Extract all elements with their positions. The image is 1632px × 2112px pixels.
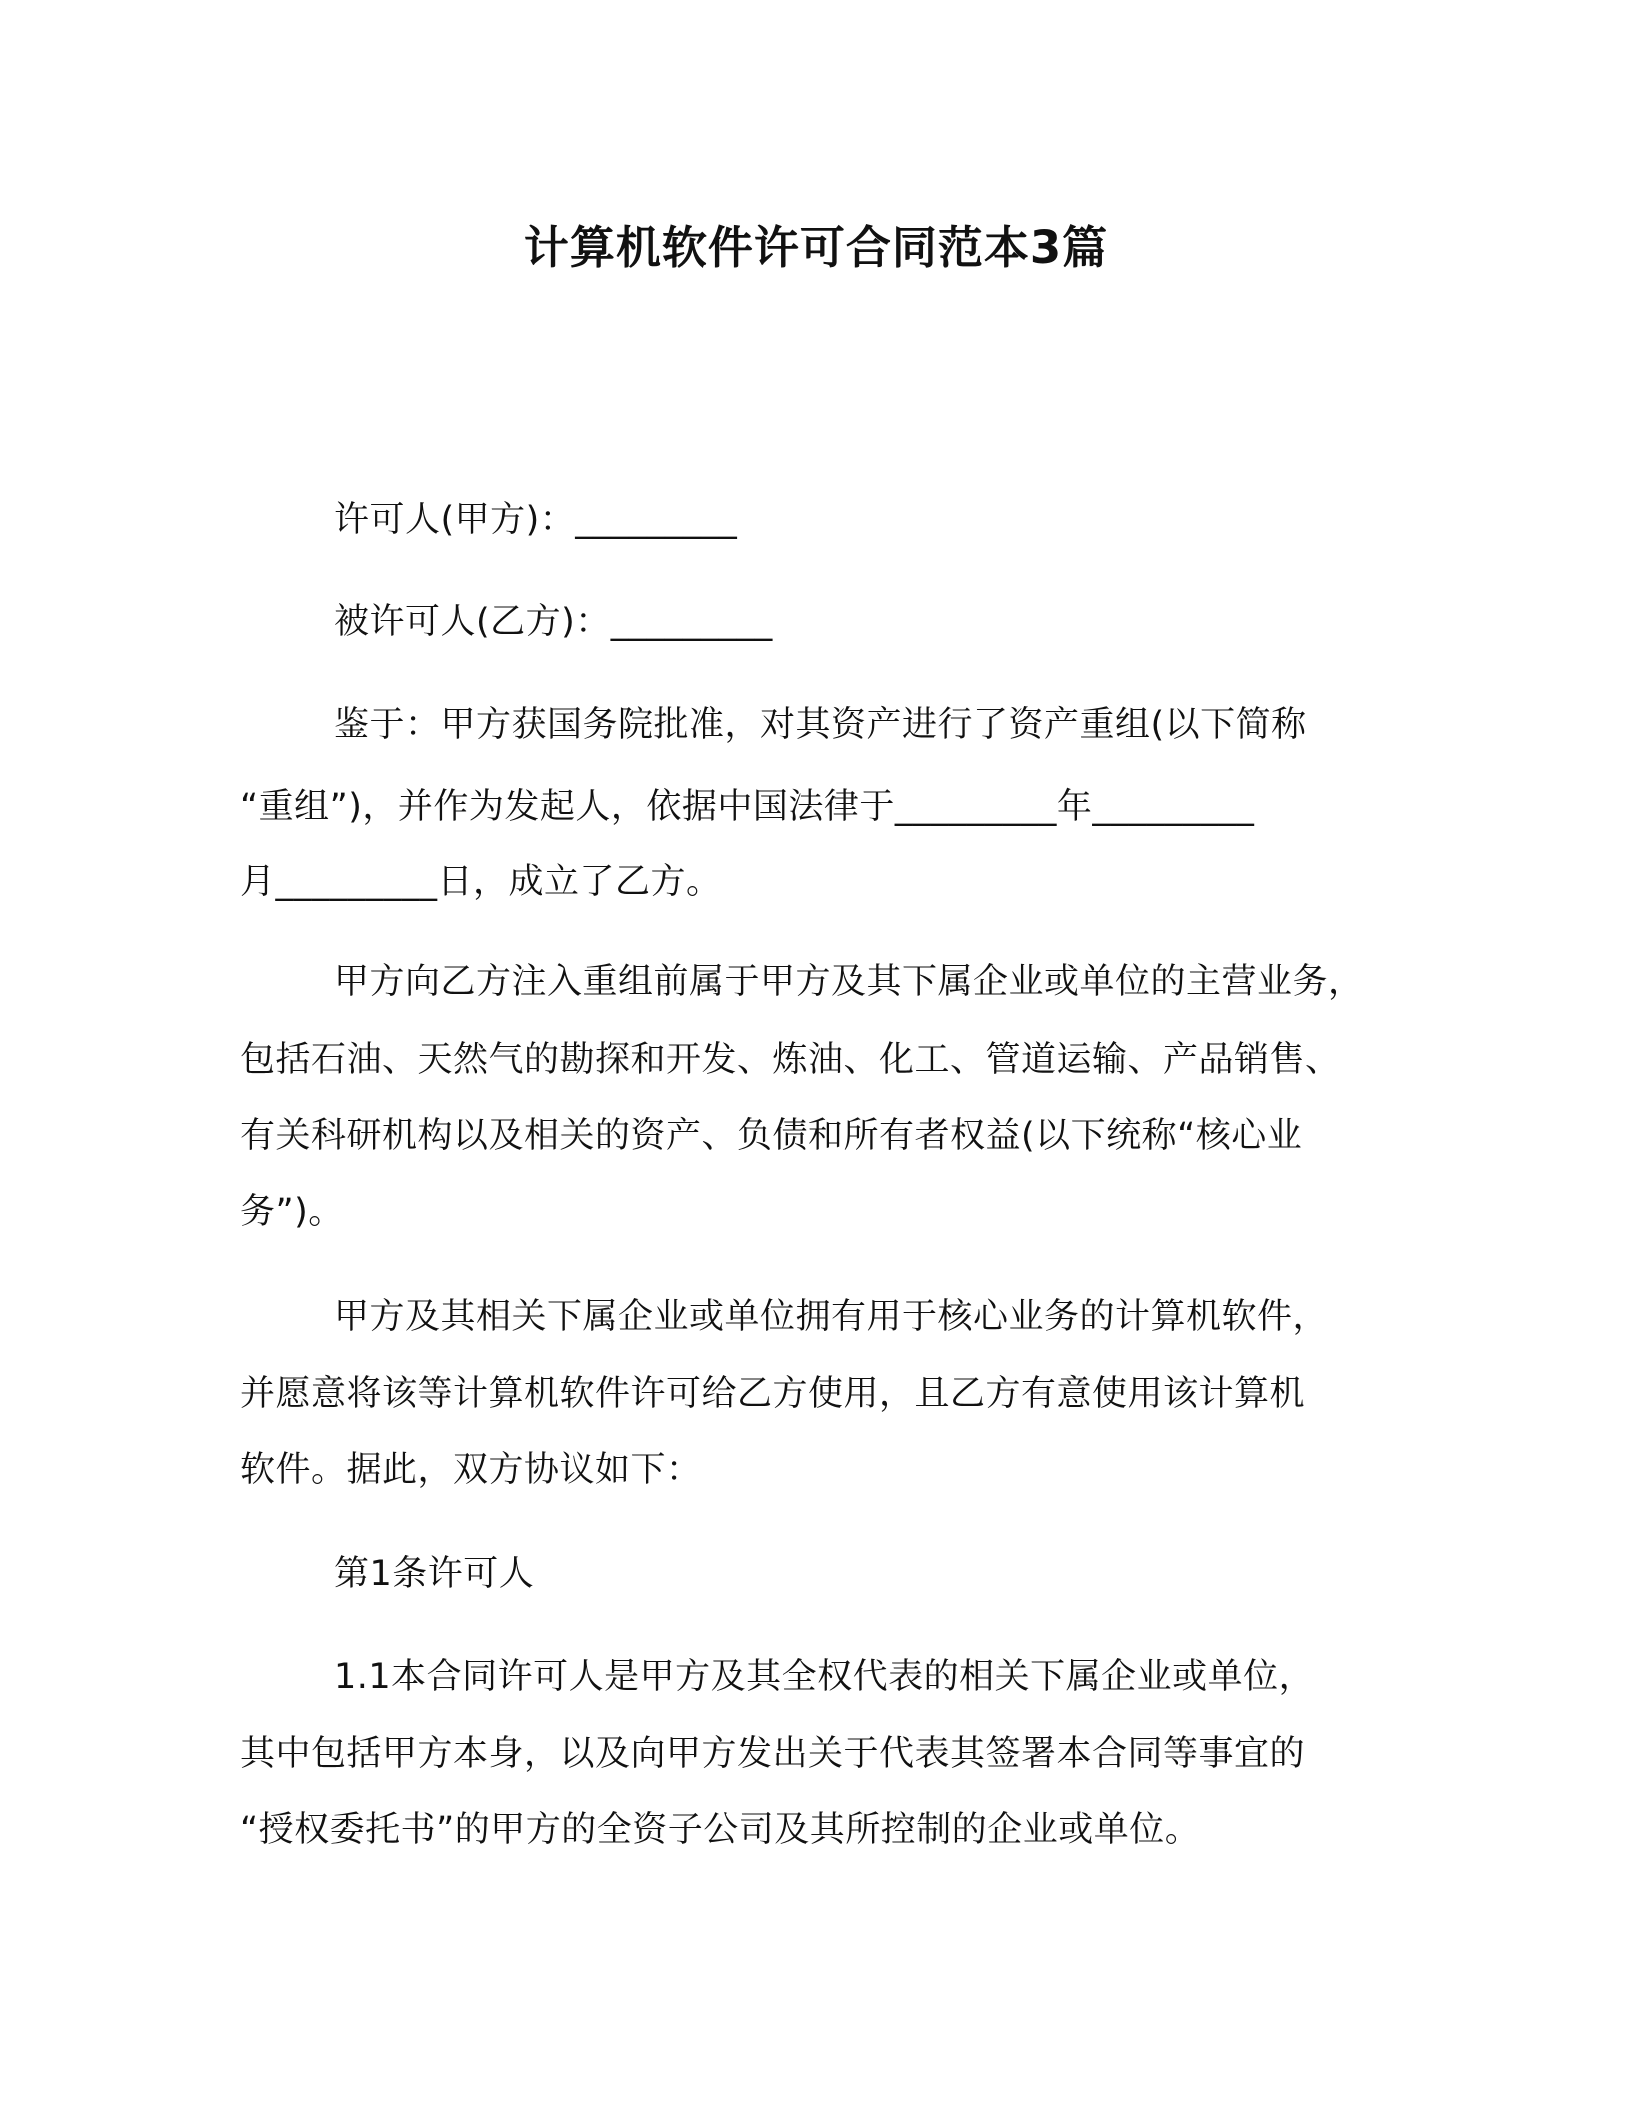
core-business-line-1: 甲方向乙方注入重组前属于甲方及其下属企业或单位的主营业务， xyxy=(334,962,1364,1002)
document-title: 计算机软件许可合同范本3篇 xyxy=(523,221,1109,274)
software-line-2: 并愿意将该等计算机软件许可给乙方使用，且乙方有意使用该计算机 xyxy=(240,1374,1306,1414)
clause-1-1-line-1: 1.1本合同许可人是甲方及其全权代表的相关下属企业或单位， xyxy=(334,1657,1315,1697)
core-business-line-4: 务”)。 xyxy=(240,1192,344,1232)
core-business-line-2: 包括石油、天然气的勘探和开发、炼油、化工、管道运输、产品销售、 xyxy=(240,1040,1341,1080)
clause-1-1-line-3: “授权委托书”的甲方的全资子公司及其所控制的企业或单位。 xyxy=(240,1810,1201,1850)
software-line-1: 甲方及其相关下属企业或单位拥有用于核心业务的计算机软件， xyxy=(334,1297,1329,1337)
licensor-line: 许可人(甲方)：_________ xyxy=(334,500,738,540)
article-1-heading: 第1条许可人 xyxy=(334,1554,535,1594)
clause-1-1-line-2: 其中包括甲方本身，以及向甲方发出关于代表其签署本合同等事宜的 xyxy=(240,1734,1306,1774)
recital-line-2: “重组”)，并作为发起人，依据中国法律于_________年_________ xyxy=(240,787,1255,827)
licensee-line: 被许可人(乙方)：_________ xyxy=(334,602,773,642)
software-line-3: 软件。据此，双方协议如下： xyxy=(240,1450,702,1490)
core-business-line-3: 有关科研机构以及相关的资产、负债和所有者权益(以下统称“核心业 xyxy=(240,1116,1303,1156)
recital-line-1: 鉴于：甲方获国务院批准，对其资产进行了资产重组(以下简称 xyxy=(334,705,1307,745)
recital-line-3: 月_________日，成立了乙方。 xyxy=(240,862,722,902)
